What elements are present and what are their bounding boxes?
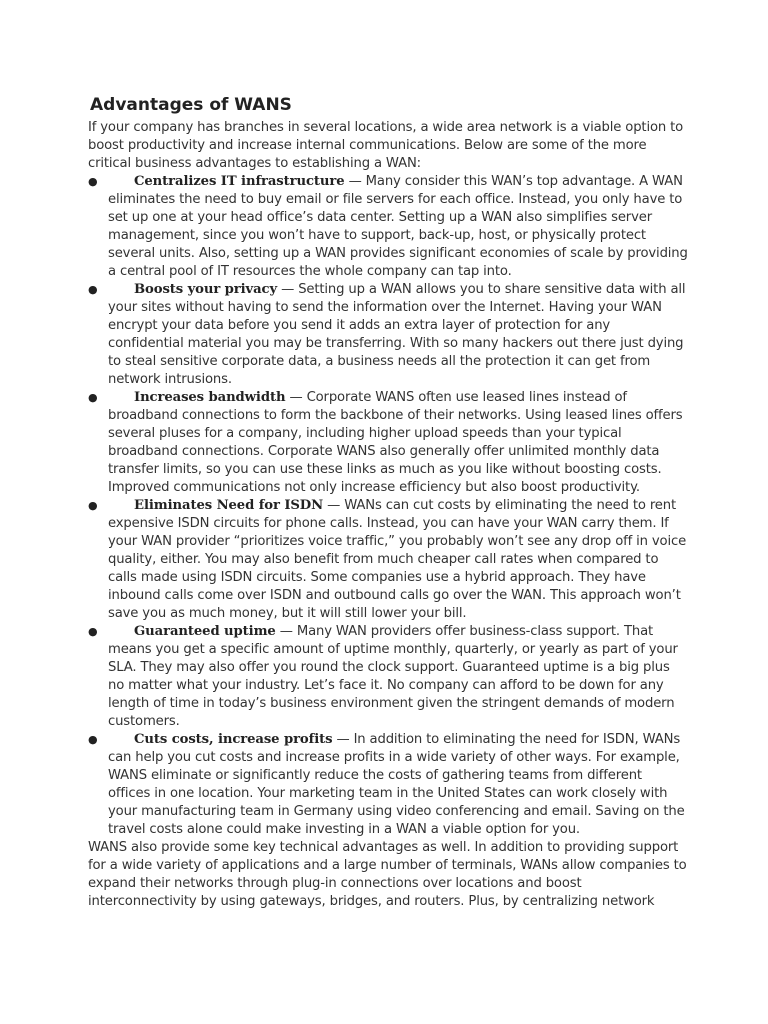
point-text: Many consider this WAN’s top advantage. A WAN eliminates the need to buy email or file servers for each office. Instead, you only have to set up one at your head office’s data center. Setting up a WAN also simplifies server management, since you won’t have to support, back-up, host, or physically protect several units. Also, setting up a WAN provides significant economies of scale by providing a central pool of IT resources the whole company can tap into. <box>108 174 688 279</box>
list-item <box>88 731 688 839</box>
em-dash: — <box>279 624 293 639</box>
point-text: Setting up a WAN allows you to share sensitive data with all your sites without having to send the information over the Internet. Having your WAN encrypt your data before you send it adds an extra layer of protection for any confidential material you may be transferring. With so many hackers out there just dying to steal sensitive corporate data, a business needs all the protection it can get from network intrusions. <box>108 282 686 387</box>
list-item <box>88 389 688 497</box>
advantages-list <box>88 173 688 839</box>
point-heading: Guaranteed uptime <box>134 624 276 639</box>
point-text: Many WAN providers offer business-class support. That means you get a specific amount of uptime monthly, quarterly, or yearly as part of your SLA. They may also offer you round the clock support. Guaranteed uptime is a big plus no matter what your industry. Let’s face it. No company can afford to be down for any length of time in today’s business environment given the stringent demands of modern customers. <box>108 624 678 729</box>
point-text: WANs can cut costs by eliminating the need to rent expensive ISDN circuits for phone calls. Instead, you can have your WAN carry them. If your WAN provider “prioritizes voice traffic,” you probably won’t see any drop off in voice quality, either. You may also benefit from much cheaper call rates when compared to calls made using ISDN circuits. Some companies use a hybrid approach. They have inbound calls come over ISDN and outbound calls go over the WAN. This approach won’t save you as much money, but it will still lower your bill. <box>108 498 687 621</box>
list-item <box>88 497 688 623</box>
point-text: In addition to eliminating the need for ISDN, WANs can help you cut costs and increase profits in a wide variety of other ways. For example, WANS eliminate or significantly reduce the costs of gathering teams from different offices in one location. Your marketing team in the United States can work closely with your manufacturing team in Germany using video conferencing and email. Saving on the travel costs alone could make investing in a WAN a viable option for you. <box>108 732 685 837</box>
bullet-icon: ● <box>88 283 98 296</box>
bullet-icon: ● <box>88 175 98 188</box>
bullet-icon: ● <box>88 391 98 404</box>
point-heading: Cuts costs, increase profits <box>134 732 333 747</box>
list-item <box>88 173 688 281</box>
closing-paragraph: WANS also provide some key technical advantages as well. In addition to providing support for a wide variety of applications and a large number of terminals, WANs allow companies to expand their networks through plug-in connections over locations and boost interconnectivity by using gateways, bridges, and routers. Plus, by centralizing network <box>88 840 687 909</box>
point-text: Corporate WANS often use leased lines instead of broadband connections to form the backbone of their networks. Using leased lines offers several pluses for a company, including higher upload speeds than your typical broadband connections. Corporate WANS also generally offer unlimited monthly data transfer limits, so you can use these links as much as you like without boosting costs. Improved communications not only increase efficiency but also boost productivity. <box>108 390 683 495</box>
list-item <box>88 281 688 389</box>
em-dash: — <box>289 390 303 405</box>
point-heading: Centralizes IT infrastructure <box>134 174 345 189</box>
point-heading: Eliminates Need for ISDN <box>134 498 324 513</box>
em-dash: — <box>281 282 295 297</box>
point-heading: Increases bandwidth <box>134 390 286 405</box>
em-dash: — <box>336 732 350 747</box>
document-title: Advantages of WANS <box>90 95 292 115</box>
bullet-icon: ● <box>88 625 98 638</box>
document-page <box>88 94 688 911</box>
list-item <box>88 623 688 731</box>
em-dash: — <box>327 498 341 513</box>
em-dash: — <box>348 174 362 189</box>
intro-paragraph: If your company has branches in several locations, a wide area network is a viable option to boost productivity and increase internal communications. Below are some of the more critical business advantages to establishing a WAN: <box>88 120 684 171</box>
point-heading: Boosts your privacy <box>134 282 278 297</box>
bullet-icon: ● <box>88 499 98 512</box>
bullet-icon: ● <box>88 733 98 746</box>
